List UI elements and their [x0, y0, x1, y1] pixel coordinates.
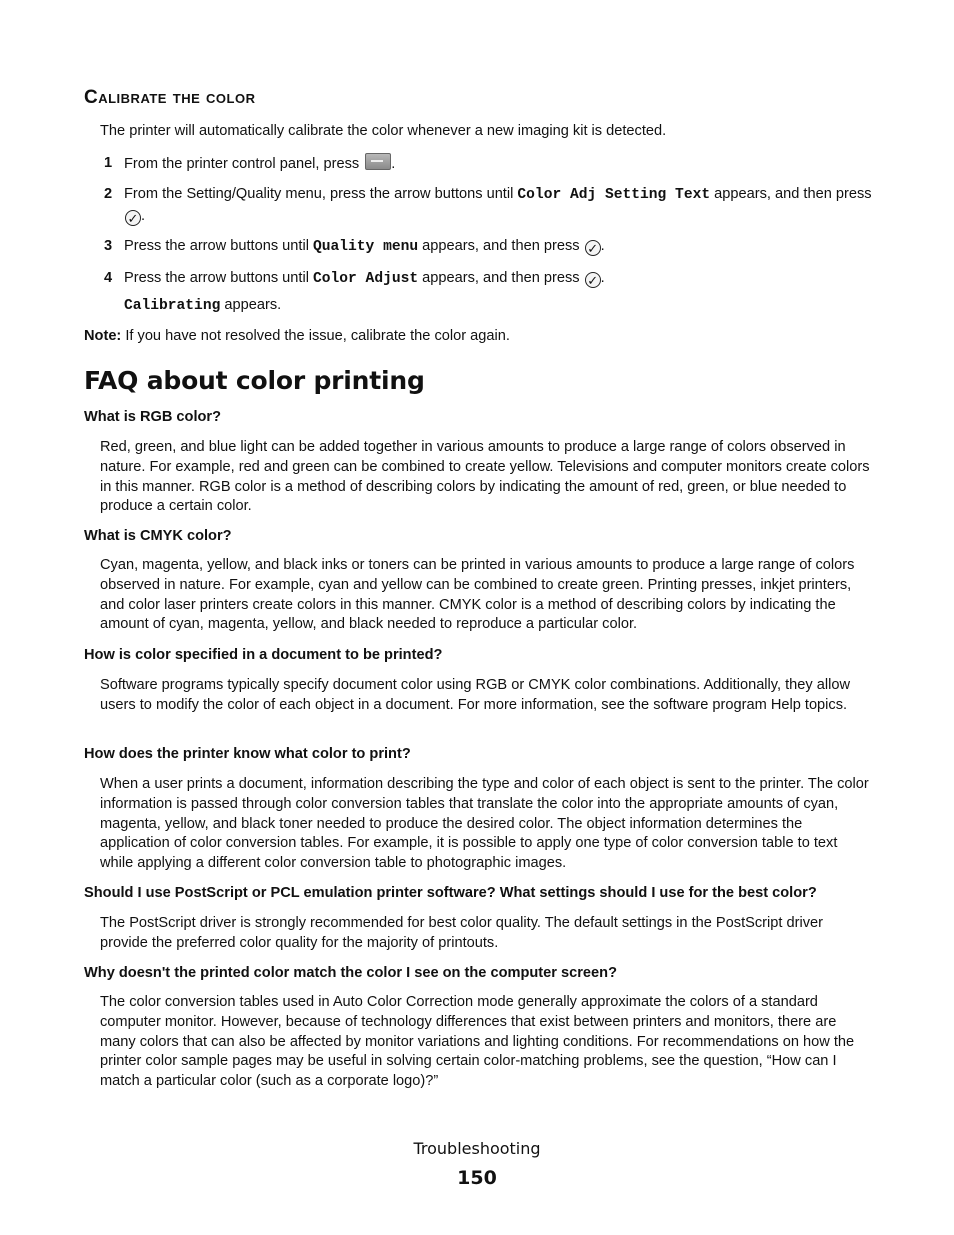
faq-answer: Red, green, and blue light can be added together in various amounts to produce a large range of colors observed in nature. For example, red and green can be combined to create yellow. Televisions and computer monitors create colors in this manner. RGB color is a method of describing colors by indicating the amount of red, green, or blue needed to produce a certain color.: [100, 439, 870, 515]
faq-question: What is CMYK color?: [84, 528, 232, 544]
faq-heading: FAQ about color printing: [84, 366, 425, 395]
note-text: If you have not resolved the issue, calibrate the color again.: [125, 328, 510, 344]
note-label: Note:: [84, 328, 122, 344]
section-title: Calibrate the color: [84, 87, 256, 108]
faq-question: Why doesn't the printed color match the color I see on the computer screen?: [84, 965, 617, 981]
step-text-mid: appears, and then press: [422, 270, 580, 286]
step-punct: .: [600, 270, 605, 286]
result-text: appears.: [224, 297, 282, 313]
faq-question: What is RGB color?: [84, 409, 222, 425]
step-text: Press the arrow buttons until: [124, 270, 309, 286]
step-number: 3: [104, 238, 113, 254]
intro-paragraph: The printer will automatically calibrate the color whenever a new imaging kit is detected.: [100, 123, 667, 139]
step-text-mid: appears, and then press: [714, 186, 872, 202]
step-number: 1: [104, 155, 113, 171]
faq-answer: The color conversion tables used in Auto Color Correction mode generally approximate the colors of a standard computer monitor. However, because of technology differences that exist between printers and monitors, there are many colors that can also be affected by monitor variations and lighting conditions. For recommendations on how the printer color sample pages may be useful in solving certain color-matching problems, see the question, “How can I match a particular color (such as a corporate logo)?”: [100, 994, 855, 1090]
result-code: Calibrating: [124, 298, 221, 314]
step-text: Press the arrow buttons until: [124, 238, 309, 254]
check-icon: ✓: [125, 210, 141, 226]
faq-question: How does the printer know what color to print?: [84, 746, 411, 762]
step-text: From the printer control panel, press: [124, 156, 360, 172]
step-punct: .: [141, 207, 146, 224]
step-text: From the Setting/Quality menu, press the arrow buttons until: [124, 186, 514, 202]
faq-question: Should I use PostScript or PCL emulation printer software? What settings should I use for the best color?: [84, 885, 817, 901]
page-number: 150: [457, 1167, 497, 1189]
menu-key-icon: [365, 153, 391, 170]
step-punct: .: [391, 156, 396, 172]
note: [84, 327, 884, 347]
step-code: Color Adj Setting Text: [517, 187, 711, 203]
faq-answer: Cyan, magenta, yellow, and black inks or toners can be printed in various amounts to produce a large range of colors observed in nature. For example, cyan and yellow can be combined to create green. Printing presses, inkjet printers, and color laser printers create colors in this manner. CMYK color is a method of describing colors by indicating the amount of cyan, magenta, yellow, and black needed to reproduce a particular color.: [100, 557, 855, 633]
step-number: 2: [104, 186, 113, 202]
faq-answer: When a user prints a document, information describing the type and color of each object is sent to the printer. The color information is passed through color conversion tables that translate the color into the appropriate amounts of cyan, magenta, yellow, and black toner needed to produce the desired color. The object information determines the application of color conversion tables. For example, it is possible to apply one type of color conversion table to text while applying a different color conversion table to photographic images.: [100, 776, 869, 872]
footer-section-label: Troubleshooting: [413, 1139, 541, 1158]
check-icon: ✓: [585, 272, 601, 288]
step-code: Quality menu: [313, 239, 419, 255]
step-punct: .: [600, 238, 605, 254]
faq-answer: Software programs typically specify document color using RGB or CMYK color combinations. Additionally, they allow users to modify the color of each object in a document. For more information, see the software program Help topics.: [100, 677, 851, 713]
step-code: Color Adjust: [313, 271, 419, 287]
step-text-mid: appears, and then press: [422, 238, 580, 254]
check-icon: ✓: [585, 240, 601, 256]
faq-answer: The PostScript driver is strongly recommended for best color quality. The default settings in the PostScript driver provide the preferred color quality for the majority of printouts.: [100, 915, 823, 951]
step-number: 4: [104, 270, 113, 286]
faq-question: How is color specified in a document to be printed?: [84, 647, 443, 663]
